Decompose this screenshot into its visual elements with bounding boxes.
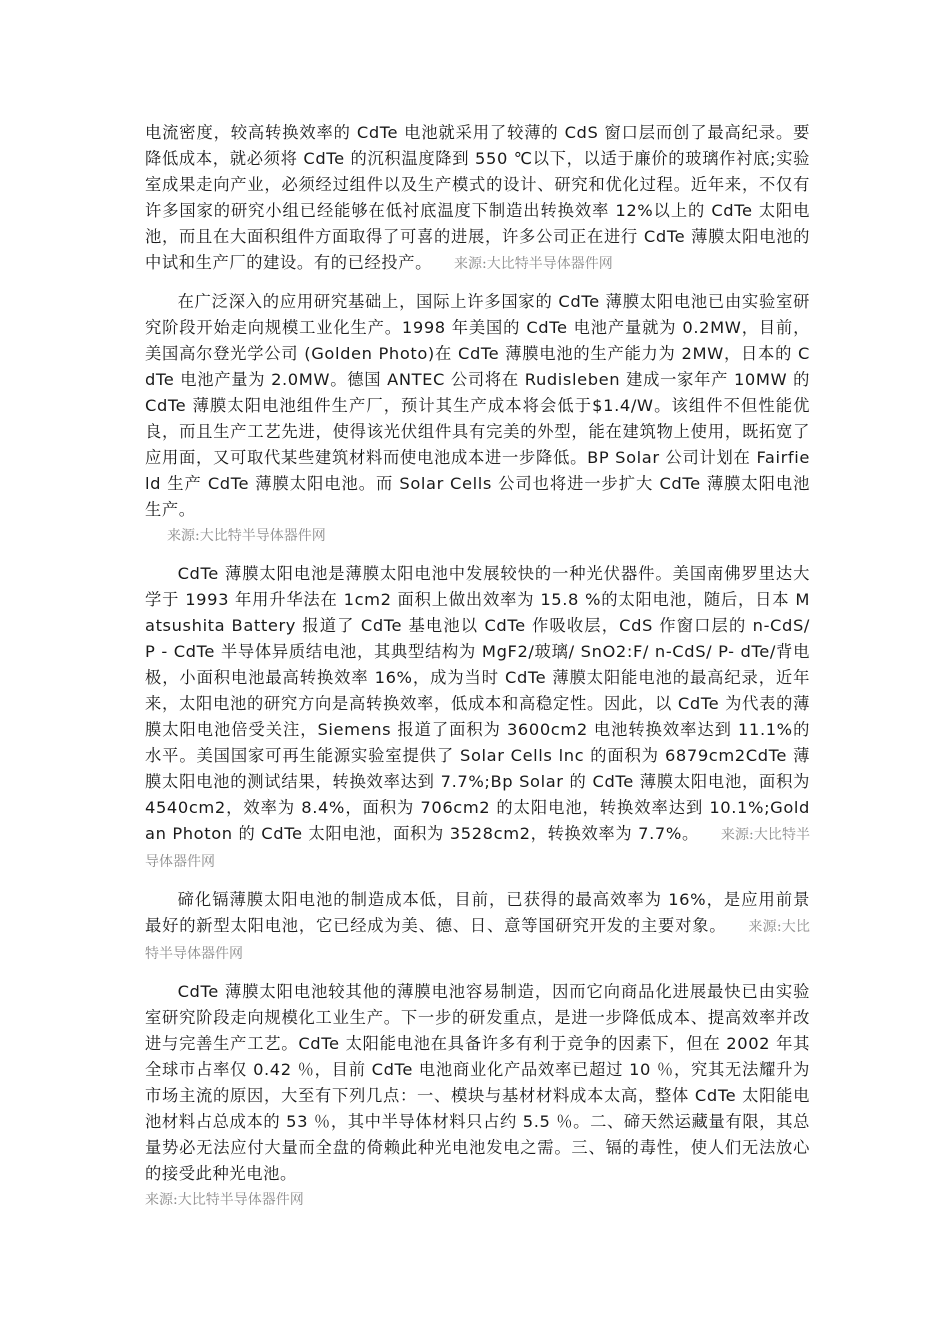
paragraph-5-text: CdTe 薄膜太阳电池较其他的薄膜电池容易制造，因而它向商品化进展最快已由实验室研究阶段走向规模化工业生产。下一步的研发重点，是进一步降低成本、提高效率并改进与完善生产工艺。CdTe 太阳能电池在具备许多有利于竞争的因素下，但在 2002 年其全球市占率仅 0.42 ％，目前 CdTe 电池商业化产品效率已超过 10 ％，究其无法耀升为市场主流的原因，大至有下列几点：一、模块与基材材料成本太高，整体 CdTe 太阳能电池材料占总成本的 53 ％，其中半导体材料只占约 5.5 ％。二、碲天然运藏量有限，其总量势必无法应付大量而全盘的倚赖此种光电池发电之需。三、镉的毒性，使人们无法放心的接受此种光电池。 <box>145 982 810 1183</box>
source-note-5: 来源:大比特半导体器件网 <box>145 1192 304 1208</box>
document-body <box>145 120 810 1213</box>
paragraph-5 <box>145 979 810 1213</box>
paragraph-1-text: 电流密度，较高转换效率的 CdTe 电池就采用了较薄的 CdS 窗口层而创了最高纪录。要降低成本，就必须将 CdTe 的沉积温度降到 550 ℃以下，以适于廉价的玻璃作衬底;实验室成果走向产业，必须经过组件以及生产模式的设计、研究和优化过程。近年来，不仅有许多国家的研究小组已经能够在低衬底温度下制造出转换效率 12%以上的 CdTe 太阳电池，而且在大面积组件方面取得了可喜的进展，许多公司正在进行 CdTe 薄膜太阳电池的中试和生产厂的建设。有的已经投产。 <box>145 123 810 272</box>
paragraph-4 <box>145 887 810 967</box>
paragraph-3 <box>145 561 810 875</box>
source-note-4: 来源:大比特半导体器件网 <box>145 919 810 962</box>
paragraph-2 <box>145 289 810 549</box>
paragraph-3-text: CdTe 薄膜太阳电池是薄膜太阳电池中发展较快的一种光伏器件。美国南佛罗里达大学于 1993 年用升华法在 1cm2 面积上做出效率为 15.8 %的太阳电池，随后，日本 Matsushita Battery 报道了 CdTe 基电池以 CdTe 作吸收层，CdS 作窗口层的 n-CdS/ P - CdTe 半导体异质结电池，其典型结构为 MgF2/玻璃/ SnO2:F/ n-CdS/ P- dTe/背电极，小面积电池最高转换效率 16%，成为当时 CdTe 薄膜太阳能电池的最高纪录，近年来，太阳电池的研究方向是高转换效率，低成本和高稳定性。因此，以 CdTe 为代表的薄膜太阳电池倍受关注，Siemens 报道了面积为 3600cm2 电池转换效率达到 11.1%的水平。美国国家可再生能源实验室提供了 Solar Cells lnc 的面积为 6879cm2CdTe 薄膜太阳电池的测试结果，转换效率达到 7.7%;Bp Solar 的 CdTe 薄膜太阳电池，面积为 4540cm2，效率为 8.4%，面积为 706cm2 的太阳电池，转换效率达到 10.1%;Goldan Photon 的 CdTe 太阳电池，面积为 3528cm2，转换效率为 7.7%。 <box>145 564 810 843</box>
paragraph-1 <box>145 120 810 277</box>
paragraph-4-text: 碲化镉薄膜太阳电池的制造成本低，目前，已获得的最高效率为 16%，是应用前景最好的新型太阳电池，它已经成为美、德、日、意等国研究开发的主要对象。 <box>145 890 810 935</box>
paragraph-2-text: 在广泛深入的应用研究基础上，国际上许多国家的 CdTe 薄膜太阳电池已由实验室研究阶段开始走向规模工业化生产。1998 年美国的 CdTe 电池产量就为 0.2MW，目前，美国高尔登光学公司 (Golden Photo)在 CdTe 薄膜电池的生产能力为 2MW，日本的 CdTe 电池产量为 2.0MW。德国 ANTEC 公司将在 Rudisleben 建成一家年产 10MW 的 CdTe 薄膜太阳电池组件生产厂，预计其生产成本将会低于$1.4/W。该组件不但性能优良，而且生产工艺先进，使得该光伏组件具有完美的外型，能在建筑物上使用，既拓宽了应用面，又可取代某些建筑材料而使电池成本进一步降低。BP Solar 公司计划在 Fairfield 生产 CdTe 薄膜太阳电池。而 Solar Cells 公司也将进一步扩大 CdTe 薄膜太阳电池生产。 <box>145 292 810 519</box>
source-note-1: 来源:大比特半导体器件网 <box>453 256 613 272</box>
source-note-3: 来源:大比特半导体器件网 <box>145 827 810 870</box>
source-note-2: 来源:大比特半导体器件网 <box>167 528 326 544</box>
